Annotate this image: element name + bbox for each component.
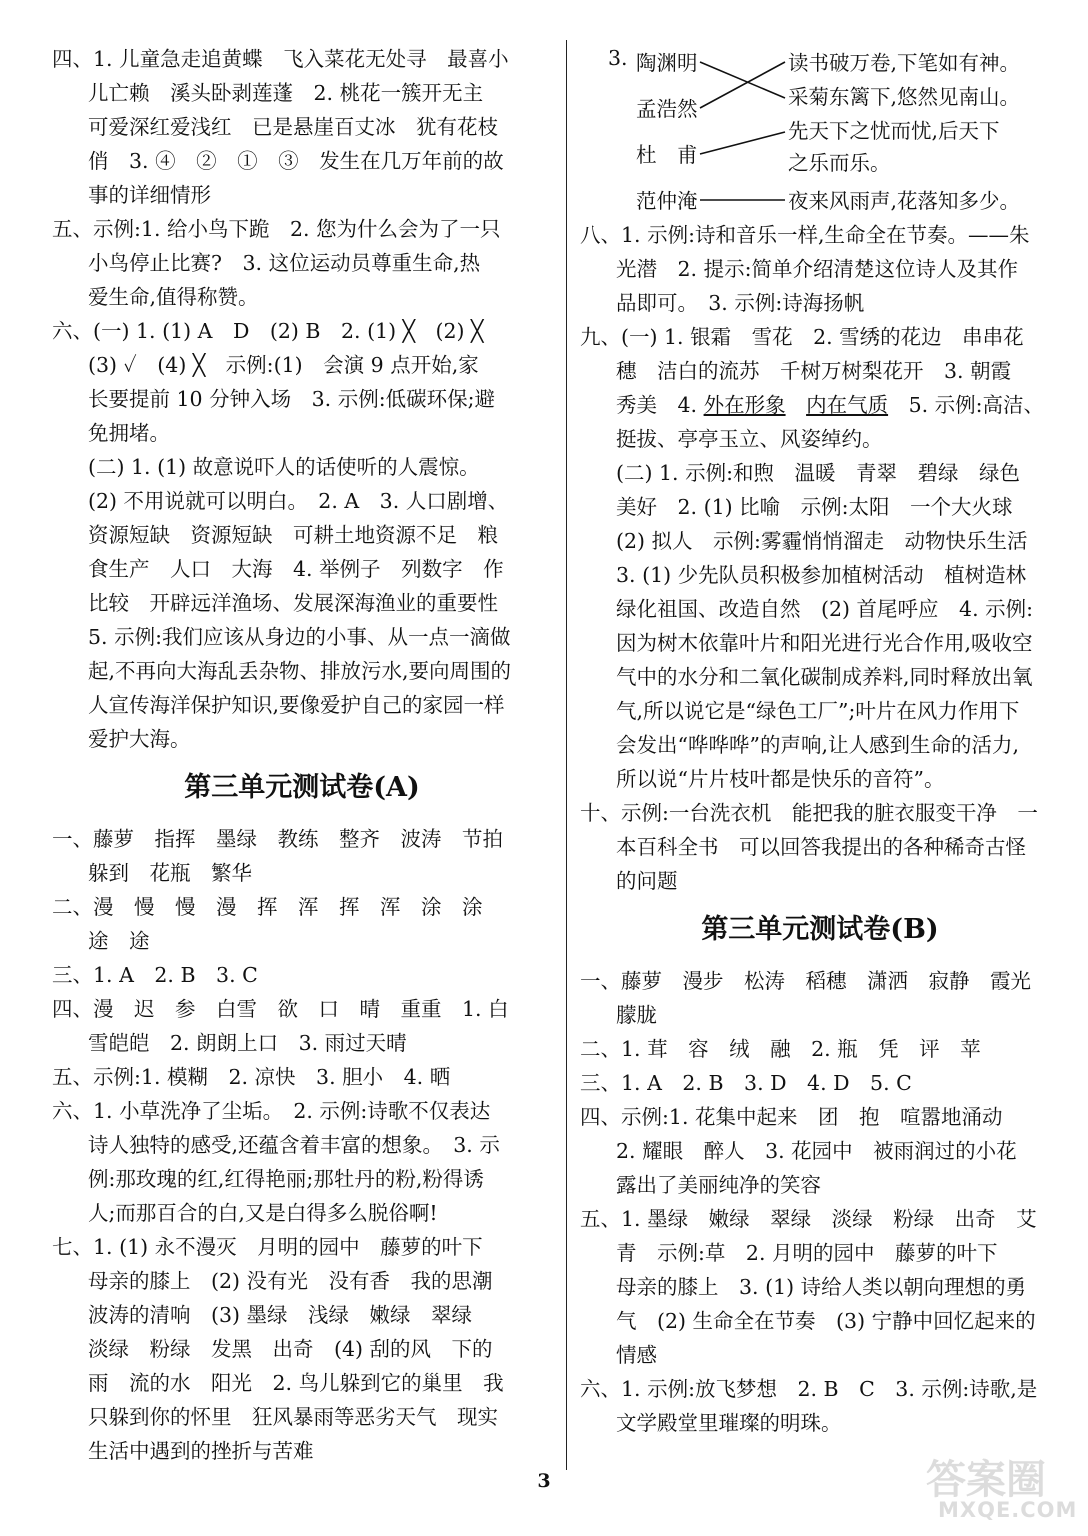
text-line: 气中的水分和二氧化碳制成养料,同时释放出氧: [616, 665, 1033, 689]
text-line: (二) 1. 示例:和煦 温暖 青翠 碧绿 绿色: [616, 461, 1020, 485]
text-line: 小鸟停止比赛? 3. 这位运动员尊重生命,热: [88, 251, 481, 275]
column-divider: [566, 40, 567, 1470]
answer-a2: [52, 890, 552, 958]
text-line: 事的详细情形: [88, 183, 211, 207]
text-line: 食生产 人口 大海 4. 举例子 列数字 作: [88, 557, 504, 581]
text-line: 俏 3. ④ ② ① ③ 发生在几万年前的故: [88, 149, 504, 173]
text-line: 情感: [616, 1343, 657, 1367]
text-line: 可爱深红爱浅红 已是悬崖百丈冰 犹有花枝: [88, 115, 498, 139]
text-line: 九、(一) 1. 银霜 雪花 2. 雪绣的花边 串串花: [580, 325, 1024, 349]
poem-line: 夜来风雨声,花落知多少。: [788, 189, 1021, 213]
text-line: 3. (1) 少先队员积极参加植树活动 植树造林: [616, 563, 1027, 587]
text-line: 爱护大海。: [88, 727, 191, 751]
text-line: 光潜 2. 提示:简单介绍清楚这位诗人及其作: [616, 257, 1018, 281]
text-line: 淡绿 粉绿 发黑 出奇 (4) 刮的风 下的: [88, 1337, 493, 1361]
answer-b2: [580, 1032, 1060, 1066]
text-line: 四、示例:1. 花集中起来 团 抱 喧嚣地涌动: [580, 1105, 1003, 1129]
watermark-url: MXQE.COM: [938, 1498, 1078, 1522]
text-line: 四、漫 迟 参 白雪 欲 口 晴 重重 1. 白: [52, 997, 509, 1021]
text-line: [580, 388, 1060, 422]
text-line: 六、1. 示例:放飞梦想 2. B C 3. 示例:诗歌,是: [580, 1377, 1038, 1401]
text-line: 母亲的膝上 (2) 没有光 没有香 我的思潮: [88, 1269, 493, 1293]
text-line: 穗 洁白的流苏 千树万树梨花开 3. 朝霞: [616, 359, 1012, 383]
poem-line: 采菊东篱下,悠然见南山。: [788, 85, 1021, 109]
answer-b5: [580, 1202, 1060, 1372]
text-line: 四、1. 儿童急走追黄蝶 飞入菜花无处寻 最喜小: [52, 47, 509, 71]
answer-a4: [52, 992, 552, 1060]
text-line: 比较 开辟远洋渔场、发展深海渔业的重要性: [88, 591, 498, 615]
text-line: 气 (2) 生命全在节奏 (3) 宁静中回忆起来的: [616, 1309, 1036, 1333]
text-line: 雪皑皑 2. 朗朗上口 3. 雨过天晴: [88, 1031, 407, 1055]
text-line: 会发出“哗哗哗”的声响,让人感到生命的活力,: [616, 733, 1019, 757]
text-line: (2) 拟人 示例:雾霾悄悄溜走 动物快乐生活: [616, 529, 1028, 553]
text-line: 途 途: [88, 929, 150, 953]
text-line: 因为树木依靠叶片和阳光进行光合作用,吸收空: [616, 631, 1033, 655]
text-line: 一、藤萝 漫步 松涛 稻穗 潇洒 寂静 霞光: [580, 969, 1031, 993]
match-number: 3.: [608, 46, 628, 70]
text-line: 青 示例:草 2. 月明的园中 藤萝的叶下: [616, 1241, 998, 1265]
text-line: 起,不再向大海乱丢杂物、排放污水,要向周围的: [88, 659, 512, 683]
match-line: [700, 62, 785, 98]
answer-b3: [580, 1066, 1060, 1100]
poet-name: 孟浩然: [636, 97, 698, 121]
text-line: 人宣传海洋保护知识,要像爱护自己的家园一样: [88, 693, 505, 717]
text-line: 的问题: [616, 869, 678, 893]
text-line: 三、1. A 2. B 3. C: [52, 963, 258, 987]
underlined-answer: 外在形象: [703, 393, 786, 417]
poet-name: 范仲淹: [636, 189, 698, 213]
matching-lines: [580, 42, 1060, 218]
watermark-logo: [920, 1448, 1080, 1528]
text-fragment: 秀美 4.: [616, 393, 704, 417]
section-10: [580, 796, 1060, 898]
text-line: 品即可。 3. 示例:诗海扬帆: [616, 291, 865, 315]
text-line: 2. 耀眼 醉人 3. 花园中 被雨润过的小花: [616, 1139, 1017, 1163]
section-8: [580, 218, 1060, 320]
text-line: 十、示例:一台洗衣机 能把我的脏衣服变干净 一: [580, 801, 1038, 825]
text-line: 五、示例:1. 模糊 2. 凉快 3. 胆小 4. 晒: [52, 1065, 451, 1089]
section-heading-b: 第三单元测试卷(B): [701, 914, 939, 945]
text-line: 一、藤萝 指挥 墨绿 教练 整齐 波涛 节拍: [52, 827, 503, 851]
text-line: 八、1. 示例:诗和音乐一样,生命全在节奏。——朱: [580, 223, 1030, 247]
text-line: 五、示例:1. 给小鸟下跪 2. 您为什么会为了一只: [52, 217, 501, 241]
text-line: 挺拔、亭亭玉立、风姿绰约。: [616, 427, 883, 451]
text-line: 人;而那百合的白,又是白得多么脱俗啊!: [88, 1201, 438, 1225]
text-line: 六、1. 小草洗净了尘垢。 2. 示例:诗歌不仅表达: [52, 1099, 491, 1123]
answer-a5: [52, 1060, 552, 1094]
text-line: 波涛的清响 (3) 墨绿 浅绿 嫩绿 翠绿: [88, 1303, 473, 1327]
match-line: [700, 132, 785, 154]
text-line: 五、1. 墨绿 嫩绿 翠绿 淡绿 粉绿 出奇 艾: [580, 1207, 1037, 1231]
text-line: 5. 示例:我们应该从身边的小事、从一点一滴做: [88, 625, 511, 649]
text-line: 儿亡赖 溪头卧剥莲蓬 2. 桃花一簇开无主: [88, 81, 484, 105]
answer-b4: [580, 1100, 1060, 1202]
text-line: 只躲到你的怀里 狂风暴雨等恶劣天气 现实: [88, 1405, 498, 1429]
text-line: 二、漫 慢 慢 漫 挥 浑 挥 浑 涂 涂: [52, 895, 483, 919]
text-line: 本百科全书 可以回答我提出的各种稀奇古怪: [616, 835, 1026, 859]
answer-b1: [580, 964, 1060, 1032]
text-line: 爱生命,值得称赞。: [88, 285, 259, 309]
answer-a7: [52, 1230, 552, 1468]
section-4: [52, 42, 552, 212]
text-line: 美好 2. (1) 比喻 示例:太阳 一个大火球: [616, 495, 1013, 519]
text-line: (2) 不用说就可以明白。 2. A 3. 人口剧增、: [88, 489, 509, 513]
text-line: (二) 1. (1) 故意说吓人的话使听的人震惊。: [88, 455, 480, 479]
match-line: [700, 62, 785, 108]
answer-a1: [52, 822, 552, 890]
poet-matching: [580, 42, 1060, 218]
text-line: (3) ✓ (4) ╳ 示例:(1) 会演 9 点开始,家: [88, 353, 479, 377]
text-line: 免拥堵。: [88, 421, 170, 445]
text-line: 朦胧: [616, 1003, 657, 1027]
poem-line: 之乐而乐。: [788, 151, 891, 175]
text-line: 母亲的膝上 3. (1) 诗给人类以朝向理想的勇: [616, 1275, 1027, 1299]
answer-b6: [580, 1372, 1060, 1440]
text-line: 二、1. 茸 容 绒 融 2. 瓶 凭 评 苹: [580, 1037, 981, 1061]
answer-a6: [52, 1094, 552, 1230]
watermark-text: 答案圈: [926, 1457, 1046, 1503]
page-number: 3: [537, 1470, 551, 1492]
text-line: 例:那玫瑰的红,红得艳丽;那牡丹的粉,粉得诱: [88, 1167, 484, 1191]
text-line: 生活中遇到的挫折与苦难: [88, 1439, 314, 1463]
text-line: 文学殿堂里璀璨的明珠。: [616, 1411, 842, 1435]
poet-name: 杜 甫: [636, 143, 698, 167]
poem-line: 先天下之忧而忧,后天下: [788, 119, 1000, 143]
poet-name: 陶渊明: [636, 51, 698, 75]
text-line: 诗人独特的感受,还蕴含着丰富的想象。 3. 示: [88, 1133, 500, 1157]
text-line: 雨 流的水 阳光 2. 鸟儿躲到它的巢里 我: [88, 1371, 504, 1395]
text-line: 绿化祖国、改造自然 (2) 首尾呼应 4. 示例:: [616, 597, 1034, 621]
text-line: 露出了美丽纯净的笑容: [616, 1173, 821, 1197]
right-column: [580, 42, 1060, 1440]
text-line: 气,所以说它是“绿色工厂”;叶片在风力作用下: [616, 699, 1020, 723]
text-line: 所以说“片片枝叶都是快乐的音符”。: [616, 767, 945, 791]
text-fragment: [786, 393, 807, 417]
answer-a3: [52, 958, 552, 992]
text-fragment: 5. 示例:高洁、: [888, 393, 1045, 417]
underlined-answer: 内在气质: [806, 393, 889, 417]
section-6: [52, 314, 552, 756]
text-line: 七、1. (1) 永不漫灭 月明的园中 藤萝的叶下: [52, 1235, 483, 1259]
section-heading-a: 第三单元测试卷(A): [184, 772, 420, 803]
text-line: 六、(一) 1. (1) A D (2) B 2. (1) ╳ (2) ╳: [52, 319, 484, 343]
section-9: [580, 320, 1060, 796]
text-line: 躲到 花瓶 繁华: [88, 861, 252, 885]
section-5: [52, 212, 552, 314]
text-line: 资源短缺 资源短缺 可耕土地资源不足 粮: [88, 523, 498, 547]
left-column: [52, 42, 552, 1468]
text-line: 三、1. A 2. B 3. D 4. D 5. C: [580, 1071, 912, 1095]
poem-line: 读书破万卷,下笔如有神。: [788, 51, 1021, 75]
text-line: 长要提前 10 分钟入场 3. 示例:低碳环保;避: [88, 387, 496, 411]
